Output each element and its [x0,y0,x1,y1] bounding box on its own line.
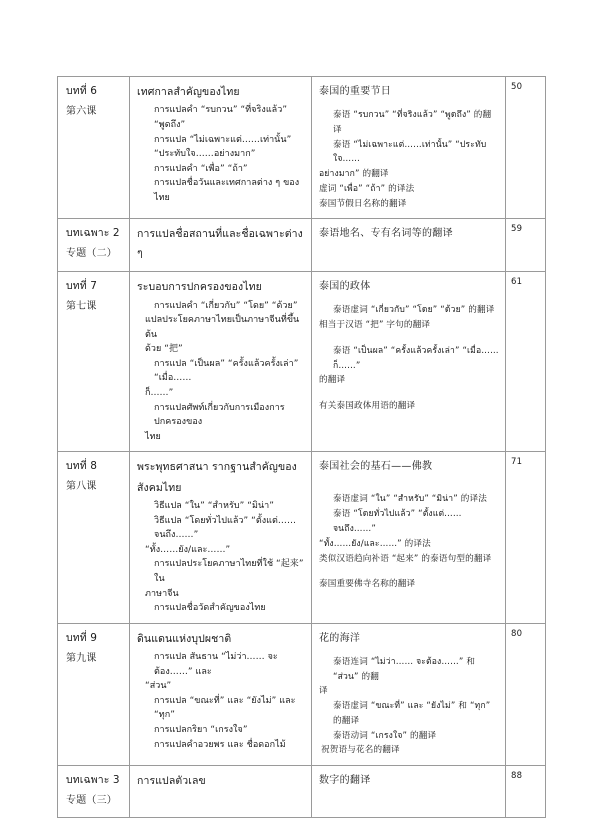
chinese-subitem: 泰语虚词 “ใน” “สำหรับ” “มิน่า” 的译法 [333,494,487,505]
lesson-number-thai: บทที่ 8 [66,460,98,473]
thai-title: ดินแดนแห่งบุปผชาติ [137,632,232,645]
chinese-subitem: 的翻译 [319,375,346,386]
chinese-subitem: 泰语 “ไม่เฉพาะแต่……เท่านั้น” “ประทับใจ…… [333,139,487,165]
thai-content-cell [130,219,312,272]
thai-content-cell [130,766,312,818]
lesson-number-cell [58,219,130,272]
thai-subitem: การแปลคำอวยพร และ ชื่อดอกไม้ [154,739,286,750]
thai-subitem: “ส่วน” [145,681,172,692]
thai-subitem: “ประทับใจ……อย่างมาก” [154,149,256,160]
page-number: 71 [506,452,546,623]
lesson-number-cell [58,623,130,765]
thai-subitem: การแปลชื่อวัดสำคัญของไทย [154,603,266,614]
lesson-number-cell [58,77,130,219]
chinese-content-cell [312,272,506,452]
page-number: 59 [506,219,546,272]
chinese-subitem: 有关泰国政体用语的翻译 [319,401,416,412]
page-number: 61 [506,272,546,452]
chinese-title: 数字的翻译 [319,775,371,787]
thai-subitem: “ทั้ง……ยัง/และ……” [145,544,231,555]
thai-subitem: การแปลกริยา “เกรงใจ” [154,725,248,736]
thai-content-cell [130,452,312,623]
spacer [319,477,499,492]
spacer [319,566,499,577]
chinese-subitem: อย่างมาก” 的翻译 [319,169,389,180]
chinese-content-cell [312,766,506,818]
lesson-number-chinese: 第八课 [66,481,97,493]
thai-subitem: วิธีแปล “โดยทั่วไปแล้ว” “ตั้งแต่……จนถึง……” [154,515,297,541]
chinese-subitem: 泰语 “รบกวน” “ที่จริงแล้ว” “พูดถึง” 的翻译 [333,110,492,135]
chinese-content-cell [312,623,506,765]
thai-subitem: ภาษาจีน [145,588,179,599]
thai-subitem: การแปล สันธาน “ไม่ว่า…… จะต้อง……” และ [154,652,278,677]
thai-subitem: แปลประโยคภาษาไทยเป็นภาษาจีนที่ขึ้นต้น [145,315,300,340]
thai-subitem: การแปลคำ “เพื่อ” “ถ้า” [154,163,248,174]
thai-subitem: วิธีแปล “ใน” “สำหรับ” “มิน่า” [154,501,274,512]
thai-content-cell [130,623,312,765]
lesson-number-cell [58,452,130,623]
chinese-subitem: 译 [319,686,328,697]
thai-subitem: การแปลศัพท์เกี่ยวกับการเมืองการปกครองของ [154,402,285,428]
thai-title-line2: สังคมไทย [137,481,182,494]
lesson-number-chinese: 专题（三） [66,795,117,807]
lesson-number-thai: บทเฉพาะ 3 [66,774,120,787]
thai-subitem: การแปล “เป็นผล” “ครั้งแล้วครั้งเล่า” “เมื่อ…… [154,358,299,384]
chinese-content-cell [312,219,506,272]
chinese-title: 花的海洋 [319,632,361,644]
lesson-number-thai: บทที่ 9 [66,631,98,644]
thai-title: พระพุทธศาสนา รากฐานสำคัญของ [137,461,297,474]
thai-subitem: ด้วย “把” [145,344,183,355]
chinese-content-cell [312,77,506,219]
table-row [58,623,546,765]
lesson-number-thai: บทที่ 7 [66,280,98,293]
lesson-number-cell [58,766,130,818]
lesson-number-cell [58,272,130,452]
table-row [58,77,546,219]
chinese-title: 泰国社会的基石——佛教 [319,461,433,473]
chinese-subitem: “ทั้ง……ยัง/และ……” 的译法 [319,538,431,549]
thai-subitem: การแปลคำ “เกี่ยวกับ” “โดย” “ด้วย” [154,300,298,311]
lesson-number-chinese: 专题（二） [66,248,117,260]
thai-title: การแปลตัวเลข [137,775,206,788]
table-of-contents [57,76,546,818]
thai-subitem: ก็……” [145,388,174,399]
chinese-subitem: 泰语连词 “ไม่ว่า…… จะต้อง……” 和 “ส่วน” 的翻 [333,656,476,682]
chinese-subitem: 祝贺语与花名的翻译 [321,745,400,756]
chinese-title: 泰国的重要节日 [319,86,392,97]
thai-content-cell [130,272,312,452]
table-row [58,219,546,272]
lesson-number-thai: บทเฉพาะ 2 [66,227,120,240]
chinese-subitem: 泰语动词 “เกรงใจ” 的翻译 [333,730,437,741]
chinese-subitem: 相当于汉语 “把” 字句的翻译 [319,320,431,330]
table-row [58,452,546,623]
thai-subitem: การแปลคำ “รบกวน” “ที่จริงแล้ว” “พูดถึง” [154,105,288,130]
thai-title: เทศกาลสำคัญของไทย [137,86,240,98]
thai-title: การแปลชื่อสถานที่และชื่อเฉพาะต่าง ๆ [137,228,303,259]
chinese-subitem: 泰语 “โดยทั่วไปแล้ว” “ตั้งแต่……จนถึง……” [333,509,462,534]
table-row [58,272,546,452]
page-number: 80 [506,623,546,765]
chinese-subitem: 虚词 “เพื่อ” “ถ้า” 的译法 [319,183,415,194]
spacer [319,388,499,399]
thai-subitem: การแปลชื่อวันและเทศกาลต่าง ๆ ของไทย [154,178,300,203]
spacer [319,333,499,344]
chinese-subitem: 泰国节假日名称的翻译 [319,198,407,209]
thai-subitem: การแปล “ไม่เฉพาะแต่……เท่านั้น” [154,134,292,145]
thai-subitem: ไทย [145,431,161,442]
chinese-subitem: 泰语虚词 “ขณะที่” และ “ยังไม่” 和 “ทุก” 的翻译 [333,701,491,726]
chinese-subitem: 泰语 “เป็นผล” “ครั้งแล้วครั้งเล่า” “เมื่อ……ก็……” [333,345,499,371]
thai-content-cell [130,77,312,219]
lesson-number-chinese: 第六课 [66,105,97,117]
thai-subitem: การแปล “ขณะที่” และ “ยังไม่” และ “ทุก” [154,695,296,721]
chinese-title: 泰语地名、专有名词等的翻译 [319,228,453,240]
chinese-subitem: 类似汉语趋向补语 “起来” 的泰语句型的翻译 [319,553,492,564]
chinese-content-cell [312,452,506,623]
lesson-number-chinese: 第七课 [66,301,97,313]
table-row [58,766,546,818]
chinese-title: 泰国的政体 [319,281,371,293]
lesson-number-chinese: 第九课 [66,652,97,664]
thai-title: ระบอบการปกครองของไทย [137,281,262,294]
lesson-number-thai: บทที่ 6 [66,85,98,97]
thai-subitem: การแปลประโยคภาษาไทยที่ใช้ “起来” ใน [154,559,304,585]
chinese-subitem: 泰语虚词 “เกี่ยวกับ” “โดย” “ด้วย” 的翻译 [333,305,495,316]
page-number: 50 [506,77,546,219]
page-number: 88 [506,766,546,818]
chinese-subitem: 泰国重要佛寺名称的翻译 [319,579,416,590]
